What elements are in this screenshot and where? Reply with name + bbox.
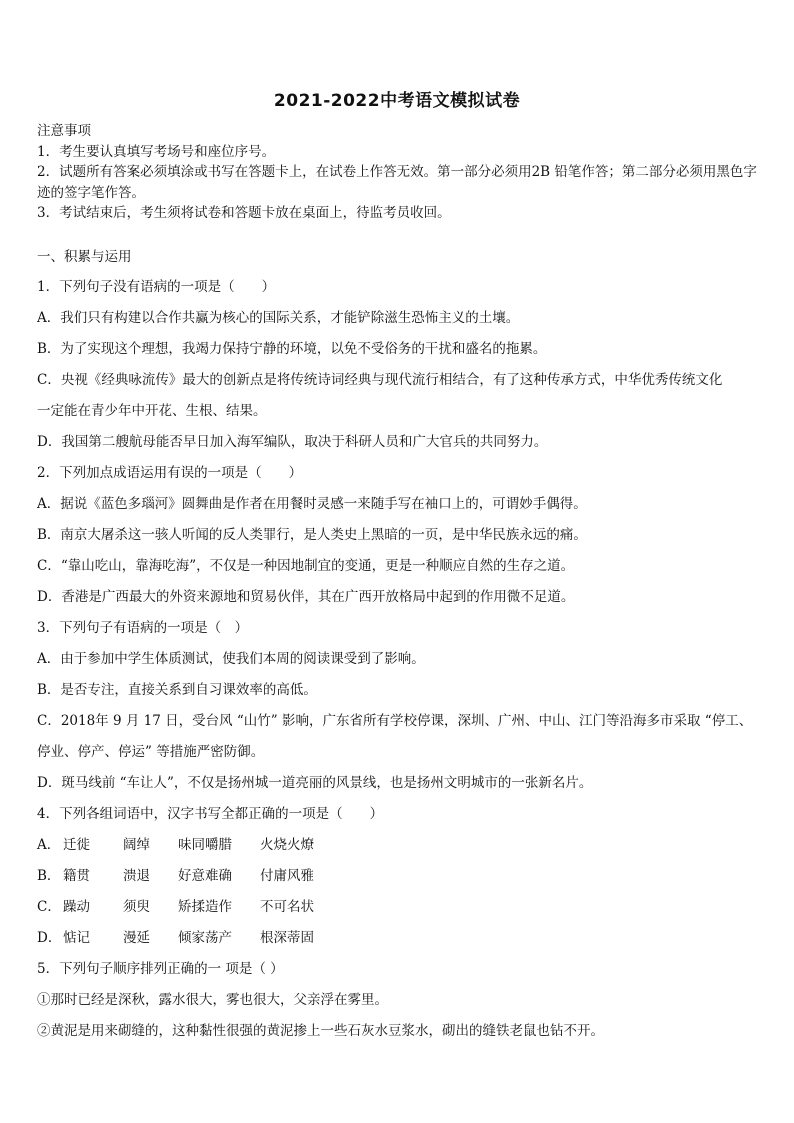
q4-word: 根深蒂固 — [260, 930, 314, 946]
q4-word: 阔绰 — [123, 837, 150, 853]
q1-option-c-line2: 一定能在青少年中开花、生根、结果。 — [37, 403, 267, 419]
q4-stem: 4．下列各组词语中，汉字书写全都正确的一项是（ ） — [37, 806, 384, 822]
q4-option-label: C． — [37, 899, 61, 915]
q1-option-d: D．我国第二艘航母能否早日加入海军编队，取决于科研人员和广大官兵的共同努力。 — [37, 434, 548, 450]
q3-option-a: A．由于参加中学生体质测试，使我们本周的阅读课受到了影响。 — [37, 651, 425, 667]
q5-sentence-1: ①那时已经是深秋，露水很大，雾也很大，父亲浮在雾里。 — [37, 992, 388, 1008]
q4-word: 迁徙 — [63, 837, 90, 853]
note-item-2: 2．试题所有答案必须填涂或书写在答题卡上，在试卷上作答无效。第一部分必须用2B 铅笔作答；第二部分必须用黑色字迹的签字笔作答。 — [37, 164, 757, 201]
q1-option-b: B．为了实现这个理想，我竭力保持宁静的环境，以免不受俗务的干扰和盛名的拖累。 — [37, 341, 547, 357]
q4-word: 躁动 — [63, 899, 90, 915]
q4-option-b — [37, 864, 342, 884]
q4-option-label: B． — [37, 868, 61, 884]
q4-word: 矫揉造作 — [178, 899, 232, 915]
q4-word: 付庸风雅 — [260, 868, 314, 884]
q4-option-label: A． — [37, 837, 61, 853]
q4-word: 漫延 — [123, 930, 150, 946]
q4-word: 倾家荡产 — [178, 930, 232, 946]
q1-stem: 1．下列句子没有语病的一项是（ ） — [37, 279, 276, 295]
q4-word: 溃退 — [123, 868, 150, 884]
notes-block — [37, 121, 759, 224]
q4-word: 好意难确 — [178, 868, 232, 884]
q3-option-d: D．斑马线前 “车让人”，不仅是扬州城一道亮丽的风景线，也是扬州文明城市的一张新名片。 — [37, 775, 593, 791]
q3-option-c-line2: 停业、停产、停运” 等措施严密防御。 — [37, 744, 265, 760]
q4-word: 不可名状 — [260, 899, 314, 915]
q4-option-a — [37, 833, 342, 853]
q3-stem: 3．下列句子有语病的一项是（ ） — [37, 620, 249, 636]
q1-option-c-line1: C．央视《经典咏流传》最大的创新点是将传统诗词经典与现代流行相结合，有了这种传承方式，中华优秀传统文化 — [37, 372, 723, 388]
q2-option-c: C．“靠山吃山，靠海吃海”，不仅是一种因地制宜的变通，更是一种顺应自然的生存之道。 — [37, 558, 575, 574]
notes-heading: 注意事项 — [37, 123, 91, 139]
q2-option-d: D．香港是广西最大的外资来源地和贸易伙伴，其在广西开放格局中起到的作用微不足道。 — [37, 589, 575, 605]
section-heading: 一、积累与运用 — [37, 249, 132, 265]
q2-option-a: A．据说《蓝色多瑙河》圆舞曲是作者在用餐时灵感一来随手写在袖口上的，可谓妙手偶得。 — [37, 496, 587, 512]
q4-word: 籍贯 — [63, 868, 90, 884]
q2-option-b: B．南京大屠杀这一骇人听闻的反人类罪行，是人类史上黑暗的一页，是中华民族永远的痛。 — [37, 527, 587, 543]
q4-word: 味同嚼腊 — [178, 837, 232, 853]
q1-option-a: A．我们只有构建以合作共赢为核心的国际关系，才能铲除滋生恐怖主义的土壤。 — [37, 310, 520, 326]
q4-option-d — [37, 926, 342, 946]
q4-word: 惦记 — [63, 930, 90, 946]
q4-word: 须臾 — [123, 899, 150, 915]
exam-title: 2021-2022中考语文模拟试卷 — [273, 91, 521, 111]
q2-stem: 2．下列加点成语运用有误的一项是（ ） — [37, 465, 303, 481]
q3-option-c-line1: C．2018年 9 月 17 日，受台风 “山竹” 影响，广东省所有学校停课，深圳、广州、中山、江门等沿海多市采取 “停工、 — [37, 713, 753, 729]
q4-option-c — [37, 895, 342, 915]
note-item-1: 1．考生要认真填写考场号和座位序号。 — [37, 143, 276, 160]
q5-stem: 5．下列句子顺序排列正确的一 项是（ ） — [37, 961, 284, 977]
q4-option-label: D． — [37, 930, 62, 946]
q3-option-b: B．是否专注，直接关系到自习课效率的高低。 — [37, 682, 317, 698]
q4-word: 火烧火燎 — [260, 837, 314, 853]
q5-sentence-2: ②黄泥是用来砌缝的，这种黏性很强的黄泥掺上一些石灰水豆浆水，砌出的缝铁老鼠也钻不开。 — [37, 1023, 604, 1039]
note-item-3: 3．考试结束后，考生须将试卷和答题卡放在桌面上，待监考员收回。 — [37, 205, 451, 221]
